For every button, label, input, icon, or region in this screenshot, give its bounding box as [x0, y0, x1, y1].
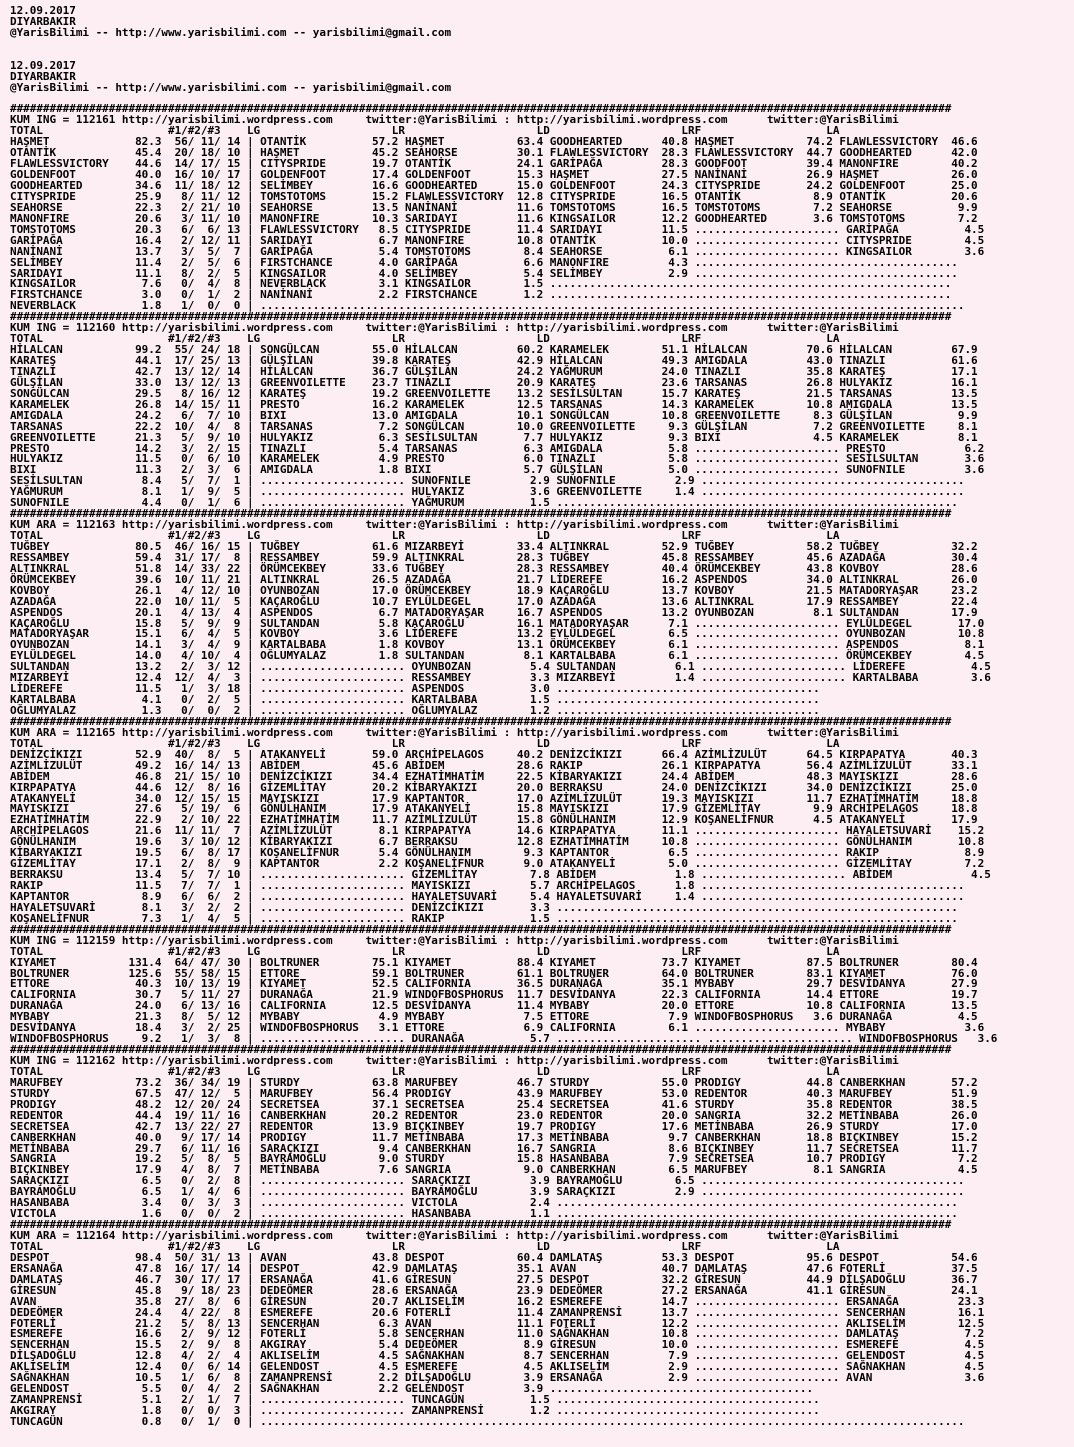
text-line: WINDOFBOSPHORUS 9.2 1/ 3/ 8 | ...................... DURANAĞA 5.7 ...................... ...................... WINDOFBOSPHORUS 3.6 [10, 1032, 998, 1046]
text-line: MARUFBEY 73.2 36/ 34/ 19 | STURDY 63.8 MARUFBEY 46.7 STURDY 55.0 PRODIGY 44.8 CANBERKHAN 57.2 [10, 1075, 978, 1089]
text-line: ERSANAĞA 47.8 16/ 17/ 14 | DESPOT 42.9 DAMLATAŞ 35.1 AVAN 40.7 DAMLATAŞ 47.6 FOTERLİ 37.5 [10, 1261, 978, 1275]
text-line: AMIGDALA 24.2 6/ 7/ 10 | BIXI 13.0 AMIGDALA 10.1 SONGÜLCAN 10.8 GREENVOILETTE 8.3 GÜLŞİLAN 9.9 [10, 408, 978, 422]
text-line: DIYARBAKIR [10, 14, 76, 28]
text-line [10, 50, 997, 61]
text-line: GÖNÜLHANIM 19.6 3/ 10/ 12 | KİBARYAKIZI 6.7 BERRAKSU 12.8 EZHATİMHATİM 10.8 ...................... GÖNÜLHANIM 10.8 [10, 835, 985, 849]
text-line: GİZEMLİTAY 17.1 2/ 8/ 9 | KAPTANTOR 2.2 KOŞANELİFNUR 9.0 ATAKANYELİ 5.0 ...................... GİZEMLİTAY 7.2 [10, 857, 985, 871]
text-line: ABİDEM 46.8 21/ 15/ 10 | DENİZCİKIZI 34.4 EZHATİMHATİM 22.5 KİBARYAKIZI 24.4 ABİDEM 48.3 MAYISKIZI 28.6 [10, 769, 978, 783]
text-line: KINGSAILOR 7.6 0/ 4/ 8 | NEVERBLACK 3.1 KINGSAILOR 1.5 ............................................................. [10, 277, 952, 291]
text-line: TARSANAS 22.2 10/ 4/ 8 | TARSANAS 7.2 SONGÜLCAN 10.0 GREENVOILETTE 9.3 GÜLŞİLAN 7.2 GREENVOILETTE 8.1 [10, 419, 978, 433]
text-line: KUM ING = 112162 http://yarisbilimi.wordpress.com twitter:@YarisBilimi : http://yarisbilimi.wordpress.com twitter:@YarisBilimi [10, 1054, 899, 1067]
text-line: ############################################################################################################################################### [10, 310, 952, 324]
text-line: EYLÜLDEGEL 14.0 4/ 10/ 4 | OĞLUMYALAZ 1.8 SULTANDAN 8.1 KARTALBABA 6.1 ...................... ÖRÜMCEKBEY 4.5 [10, 649, 985, 663]
text-line: SAĞNAKHAN 10.5 1/ 6/ 8 | ZAMANPRENSİ 2.2 DİLŞADOĞLU 3.9 ERSANAĞA 2.9 ...................... AVAN 3.6 [10, 1371, 985, 1385]
text-line: GİRESUN 45.8 9/ 18/ 23 | DEDEÖMER 28.6 ERSANAĞA 23.9 DEDEÖMER 27.2 ERSANAĞA 41.1 GİRESUN 24.1 [10, 1283, 978, 1297]
text-line: HAYALETSUVARİ 8.1 3/ 2/ 2 | ...................... DENİZCİKIZI 3.3 ............................................................. [10, 900, 958, 914]
text-line: KUM ARA = 112165 http://yarisbilimi.wordpress.com twitter:@YarisBilimi : http://yarisbilimi.wordpress.com twitter:@YarisBilimi [10, 725, 899, 739]
text-line: DENİZCİKIZI 52.9 40/ 8/ 5 | ATAKANYELİ 59.0 ARCHİPELAGOS 40.2 DENİZCİKIZI 66.4 AZİMLİZULÜT 64.5 KIRPAPATYA 40.3 [10, 747, 978, 761]
text-line: AVAN 35.8 27/ 8/ 6 | GİRESUN 20.7 AKLISELİM 16.2 ESMEREFE 14.7 ...................... ERSANAĞA 23.3 [10, 1294, 985, 1308]
text-line: KAPTANTOR 8.9 6/ 6/ 2 | ...................... HAYALETSUVARİ 5.4 HAYALETSUVARİ 1.4 ........................................ [10, 889, 965, 903]
text-line: ALTINKRAL 51.8 14/ 33/ 22 | ÖRÜMCEKBEY 33.6 TUĞBEY 28.3 RESSAMBEY 40.4 ÖRÜMCEKBEY 43.8 KOVBOY 28.6 [10, 561, 978, 575]
text-line: HAŞMET 82.3 56/ 11/ 14 | OTANTİK 57.2 HAŞMET 63.4 GOODHEARTED 40.8 HAŞMET 74.2 FLAWLESSVICTORY 46.6 [10, 135, 978, 149]
text-line: TOTAL #1/#2/#3 LG LR LD LRF LA [10, 529, 840, 542]
text-line: BIÇKINBEY 17.9 4/ 8/ 7 | METİNBABA 7.6 SANGRIA 9.0 CANBERKHAN 6.5 MARUFBEY 8.1 SANGRIA 4.5 [10, 1163, 978, 1177]
text-line: ARCHİPELAGOS 21.6 11/ 11/ 7 | AZİMLİZULÜT 8.1 KIRPAPATYA 14.6 KIRPAPATYA 11.1 ...................... HAYALETSUVARİ 15.2 [10, 824, 985, 838]
text-line: ÖRÜMCEKBEY 39.6 10/ 11/ 21 | ALTINKRAL 26.5 AZADAĞA 21.7 LİDEREFE 16.2 ASPENDOS 34.0 ALTINKRAL 26.0 [10, 572, 978, 586]
text-line: FIRSTCHANCE 3.0 0/ 1/ 2 | NANİNANİ 2.2 FIRSTCHANCE 1.2 ............................................................. [10, 288, 952, 302]
text-line: SULTANDAN 13.2 2/ 3/ 12 | ...................... OYUNBOZAN 5.4 SULTANDAN 6.1 ...................... LİDEREFE 4.5 [10, 660, 991, 674]
text-line: PRODIGY 48.2 12/ 20/ 24 | SECRETSEA 37.1 SECRETSEA 25.4 SECRETSEA 41.6 STURDY 35.8 REDENTOR 38.5 [10, 1097, 978, 1111]
text-line: 12.09.2017 [10, 58, 76, 72]
text-line: FOTERLİ 21.2 5/ 8/ 13 | SENCERHAN 6.3 AVAN 11.1 FOTERLİ 12.2 ...................... AKLISELİM 12.5 [10, 1316, 985, 1330]
text-line: VICTOLA 1.6 0/ 0/ 2 | ...................... HASANBABA 1.1 ............................................................. [10, 1207, 958, 1221]
text-line: MATADORYAŞAR 15.1 6/ 4/ 5 | KOVBOY 3.6 LİDEREFE 13.2 EYLÜLDEGEL 6.5 ...................... OYUNBOZAN 10.8 [10, 627, 985, 641]
text-line: ############################################################################################################################################### [10, 102, 952, 116]
text-line: SESİLSULTAN 8.4 5/ 7/ 1 | ...................... SUNOFNILE 2.9 SUNOFNILE 2.9 ........................................ [10, 474, 965, 488]
text-line: SEAHORSE 22.3 2/ 21/ 10 | SEAHORSE 13.5 NANİNANİ 11.6 TOMSTOTOMS 16.5 TOMSTOTOMS 7.2 SEAHORSE 9.9 [10, 200, 978, 214]
text-line: KİBARYAKIZI 19.5 6/ 8/ 17 | KOŞANELİFNUR 5.4 GÖNÜLHANIM 9.3 KAPTANTOR 6.5 ...................... RAKIP 8.9 [10, 846, 985, 860]
text-line: TOTAL #1/#2/#3 LG LR LD LRF LA [10, 1064, 840, 1078]
text-line: SUNOFNILE 4.4 0/ 1/ 6 | ...................... YAĞMURUM 1.5 ............................................................. [10, 496, 958, 510]
text-line: AZADAĞA 22.0 10/ 11/ 5 | KAÇAROĞLU 10.7 EYLÜLDEGEL 17.0 AZADAĞA 13.6 ALTINKRAL 17.9 RESSAMBEY 22.4 [10, 594, 978, 608]
text-line: CANBERKHAN 40.0 9/ 17/ 14 | PRODIGY 11.7 METİNBABA 17.3 METİNBABA 9.7 CANBERKHAN 18.8 BIÇKINBEY 15.2 [10, 1130, 978, 1144]
text-line: KARAMELEK 26.8 14/ 15/ 11 | PRESTO 16.2 KARAMELEK 12.5 TARSANAS 14.3 KARAMELEK 10.8 AMIGDALA 13.5 [10, 397, 978, 411]
text-line [10, 39, 997, 50]
text-line: AZİMLİZULÜT 49.2 16/ 14/ 13 | ABİDEM 45.6 ABİDEM 28.6 RAKIP 26.1 KIRPAPATYA 56.4 AZİMLİZULÜT 33.1 [10, 758, 978, 772]
text-line: FLAWLESSVICTORY 44.6 14/ 17/ 15 | CITYSPRIDE 19.7 OTANTİK 24.1 GARİPAĞA 28.3 GOODFOOT 39.4 MANONFIRE 40.2 [10, 157, 978, 171]
text-line: OYUNBOZAN 14.1 3/ 4/ 9 | KARTALBABA 1.8 KOVBOY 13.1 ÖRÜMCEKBEY 6.1 ...................... ASPENDOS 8.1 [10, 638, 985, 652]
text-line: KUM ARA = 112164 http://yarisbilimi.wordpress.com twitter:@YarisBilimi : http://yarisbilimi.wordpress.com twitter:@YarisBilimi [10, 1229, 899, 1242]
text-line: ############################################################################################################################################### [10, 714, 952, 728]
text-line: KARTALBABA 4.1 0/ 2/ 5 | ...................... KARTALBABA 1.5 ........................................ [10, 693, 820, 707]
text-line: BERRAKSU 13.4 5/ 7/ 10 | ...................... GİZEMLİTAY 7.8 ABİDEM 1.8 ...................... ABİDEM 4.5 [10, 868, 991, 882]
text-line: AKGIRAY 1.8 0/ 0/ 3 | ...................... ZAMANPRENSİ 1.2 ........................................ [10, 1404, 820, 1417]
text-line: GOLDENFOOT 40.0 16/ 10/ 17 | GOLDENFOOT 17.4 GOLDENFOOT 15.3 HAŞMET 27.5 NANİNANİ 26.9 HAŞMET 26.0 [10, 168, 978, 182]
text-line: SONGÜLCAN 29.5 8/ 16/ 12 | KARATEŞ 19.2 GREENVOILETTE 13.2 SESİLSULTAN 15.7 KARATEŞ 21.5 TARSANAS 13.5 [10, 386, 978, 400]
text-line: SARIDAYI 11.1 8/ 2/ 5 | KINGSAILOR 4.0 SELİMBEY 5.4 SELİMBEY 2.9 ........................................ [10, 266, 958, 280]
text-line: RESSAMBEY 59.4 31/ 17/ 8 | RESSAMBEY 59.9 ALTINKRAL 28.3 TUĞBEY 45.8 RESSAMBEY 45.6 AZADAĞA 30.4 [10, 550, 978, 564]
text-line: KUM ING = 112160 http://yarisbilimi.wordpress.com twitter:@YarisBilimi : http://yarisbilimi.wordpress.com twitter:@YarisBilimi [10, 321, 899, 335]
text-line: NEVERBLACK 1.8 1/ 0/ 0 | ........................................................................................................... [10, 299, 965, 313]
text-line: SELİMBEY 11.4 2/ 5/ 6 | FIRSTCHANCE 4.0 GARİPAĞA 6.6 MANONFIRE 4.3 ........................................ [10, 255, 958, 269]
text-line: ############################################################################################################################################### [10, 507, 952, 521]
text-line: KAÇAROĞLU 15.8 5/ 9/ 9 | SULTANDAN 5.8 KAÇAROĞLU 16.1 MATADORYAŞAR 7.1 ...................... EYLÜLDEGEL 17.0 [10, 616, 985, 630]
text-line: TUĞBEY 80.5 46/ 16/ 15 | TUĞBEY 61.6 MIZARBEYİ 33.4 ALTINKRAL 52.9 TUĞBEY 58.2 TUĞBEY 32.2 [10, 539, 978, 553]
text-line: ZAMANPRENSİ 5.1 2/ 1/ 7 | ...................... TUNCAGÜN 1.5 ........................................ [10, 1393, 820, 1407]
text-line: TINAZLI 42.7 13/ 12/ 14 | HİLALCAN 36.7 GÜLŞİLAN 24.2 YAĞMURUM 24.0 TINAZLI 35.8 KARATEŞ 17.1 [10, 364, 978, 378]
text-line: KARATEŞ 44.1 17/ 25/ 13 | GÜLŞİLAN 39.8 KARATEŞ 42.9 HİLALCAN 49.3 AMIGDALA 43.0 TINAZLI 61.6 [10, 354, 978, 367]
text-line: KOŞANELİFNUR 7.3 1/ 4/ 5 | ...................... RAKIP 1.5 ............................................................. [10, 911, 958, 925]
text-line: BIXI 11.3 2/ 3/ 6 | AMIGDALA 1.8 BIXI 5.7 GÜLŞİLAN 5.0 ...................... SUNOFNILE 3.6 [10, 463, 985, 477]
text-line: NANİNANİ 13.7 3/ 5/ 7 | GARİPAĞA 5.4 TOMSTOTOMS 8.4 SEAHORSE 6.1 ...................... KINGSAILOR 3.6 [10, 244, 985, 258]
text-line: CALIFORNIA 30.7 5/ 11/ 27 | DURANAĞA 21.9 WINDOFBOSPHORUS 11.7 DESVİDANYA 22.3 CALIFORNIA 14.4 ETTORE 19.7 [10, 988, 978, 1002]
text-line: GARİPAĞA 16.4 2/ 12/ 11 | SARIDAYI 6.7 MANONFIRE 10.8 OTANTİK 10.0 ...................... CITYSPRIDE 4.5 [10, 233, 985, 247]
text-line: KUM ING = 112159 http://yarisbilimi.wordpress.com twitter:@YarisBilimi : http://yarisbilimi.wordpress.com twitter:@YarisBilimi [10, 933, 899, 947]
text-line: TUNCAGÜN 0.8 0/ 1/ 0 | ........................................................................................................... [10, 1414, 965, 1428]
text-line: ATAKANYELİ 34.0 12/ 15/ 15 | MAYISKIZI 17.9 KAPTANTOR 17.0 AZİMLİZULÜT 19.3 MAYISKIZI 11.7 EZHATİMHATİM 18.8 [10, 791, 978, 805]
race-statistics-document [10, 6, 997, 1428]
text-line: HULYAKIZ 11.5 0/ 6/ 10 | KARAMELEK 4.9 PRESTO 6.0 TINAZLI 5.8 ...................... SESİLSULTAN 3.6 [10, 452, 985, 466]
text-line: MIZARBEYİ 12.4 12/ 4/ 3 | ...................... RESSAMBEY 3.3 MIZARBEYİ 1.4 ...................... KARTALBABA 3.6 [10, 671, 991, 685]
text-line: TOTAL #1/#2/#3 LG LR LD LRF LA [10, 736, 840, 750]
text-line: GREENVOILETTE 21.3 5/ 9/ 10 | HULYAKIZ 6.3 SESİLSULTAN 7.7 HULYAKIZ 9.3 BIXI 4.5 KARAMELEK 8.1 [10, 430, 978, 444]
text-line: REDENTOR 44.4 19/ 11/ 16 | CANBERKHAN 20.2 REDENTOR 23.0 REDENTOR 20.0 SANGRIA 32.2 METİNBABA 26.0 [10, 1108, 978, 1122]
text-line: GELENDOST 5.5 0/ 4/ 2 | SAĞNAKHAN 2.2 GELENDOST 3.9 ........................................ [10, 1382, 814, 1396]
text-line: DEDEÖMER 24.4 4/ 22/ 8 | ESMEREFE 20.6 FOTERLİ 11.4 ZAMANPRENSİ 13.7 ...................... SENCERHAN 16.1 [10, 1305, 985, 1319]
text-line: SECRETSEA 42.7 13/ 22/ 27 | REDENTOR 13.9 BIÇKINBEY 19.7 PRODIGY 17.6 METİNBABA 26.9 STURDY 17.0 [10, 1119, 978, 1133]
text-line: GOODHEARTED 34.6 11/ 18/ 12 | SELİMBEY 16.6 GOODHEARTED 15.0 GOLDENFOOT 24.3 CITYSPRIDE 24.2 GOLDENFOOT 25.0 [10, 179, 978, 192]
text-line: DIYARBAKIR [10, 69, 76, 83]
text-line: ASPENDOS 20.1 4/ 13/ 4 | ASPENDOS 6.7 MATADORYAŞAR 16.7 ASPENDOS 13.2 OYUNBOZAN 8.1 SULTANDAN 17.9 [10, 605, 978, 619]
text-line: LİDEREFE 11.5 1/ 3/ 18 | ...................... ASPENDOS 3.0 ........................................ [10, 682, 820, 696]
text-line: PRESTO 14.2 3/ 2/ 15 | TINAZLI 5.4 TARSANAS 6.3 AMIGDALA 5.8 ...................... PRESTO 6.2 [10, 441, 985, 455]
text-line: HASANBABA 3.4 0/ 3/ 3 | ...................... VICTOLA 2.4 ............................................................. [10, 1196, 958, 1210]
text-line: OTANTİK 45.4 20/ 18/ 10 | HAŞMET 45.2 SEAHORSE 30.1 FLAWLESSVICTORY 28.3 FLAWLESSVICTORY 44.7 GOODHEARTED 42.0 [10, 146, 978, 160]
text-line: MANONFIRE 20.6 3/ 11/ 10 | MANONFIRE 10.3 SARIDAYI 11.6 KINGSAILOR 12.2 GOODHEARTED 3.6 TOMSTOTOMS 7.2 [10, 211, 978, 225]
text-line: AKLISELİM 12.4 0/ 6/ 14 | GELENDOST 4.5 ESMEREFE 4.5 AKLISELİM 2.9 ...................... SAĞNAKHAN 4.5 [10, 1360, 985, 1374]
text-line: @YarisBilimi -- http://www.yarisbilimi.com -- yarisbilimi@gmail.com [10, 80, 452, 94]
text-line: KIRPAPATYA 44.6 12/ 8/ 16 | GİZEMLİTAY 20.2 KİBARYAKIZI 20.0 BERRAKSU 24.0 DENİZCİKIZI 34.0 DENİZCİKIZI 25.0 [10, 780, 978, 794]
text-line: ############################################################################################################################################### [10, 1218, 952, 1232]
text-line: TOTAL #1/#2/#3 LG LR LD LRF LA [10, 1239, 840, 1253]
text-line: RAKIP 11.5 7/ 7/ 1 | ...................... MAYISKIZI 5.7 ARCHİPELAGOS 1.8 ........................................ [10, 879, 965, 892]
text-line: 12.09.2017 [10, 4, 76, 17]
text-line: ############################################################################################################################################### [10, 922, 952, 936]
text-line: ETTORE 40.3 10/ 13/ 19 | KIYAMET 52.5 CALIFORNIA 36.5 DURANAĞA 35.1 MYBABY 29.7 DESVİDANYA 27.9 [10, 977, 978, 991]
text-line: METİNBABA 29.7 6/ 11/ 16 | SARAÇKIZI 9.4 CANBERKHAN 16.7 SANGRIA 8.6 BIÇKINBEY 11.7 SECRETSEA 11.7 [10, 1141, 978, 1155]
text-line: TOMSTOTOMS 20.3 6/ 6/ 13 | FLAWLESSVICTORY 8.5 CITYSPRIDE 11.4 SARIDAYI 11.5 ...................... GARİPAĞA 4.5 [10, 222, 985, 236]
text-line: YAĞMURUM 8.1 1/ 9/ 5 | ...................... HULYAKIZ 3.6 GREENVOILETTE 1.4 ........................................ [10, 485, 965, 499]
text-line: @YarisBilimi -- http://www.yarisbilimi.com -- yarisbilimi@gmail.com [10, 25, 452, 39]
text-line: MAYISKIZI 27.6 5/ 19/ 6 | GÖNÜLHANIM 17.9 ATAKANYELİ 15.8 MAYISKIZI 17.9 GİZEMLİTAY 9.9 ARCHİPELAGOS 18.8 [10, 802, 978, 816]
text-line: MYBABY 21.3 8/ 5/ 12 | MYBABY 4.9 MYBABY 7.5 ETTORE 7.9 WINDOFBOSPHORUS 3.6 DURANAĞA 4.5 [10, 1010, 978, 1024]
text-line: TOTAL #1/#2/#3 LG LR LD LRF LA [10, 332, 840, 346]
text-line: ESMEREFE 16.6 2/ 9/ 12 | FOTERLİ 5.8 SENCERHAN 11.0 SAĞNAKHAN 10.8 ...................... DAMLATAŞ 7.2 [10, 1327, 985, 1341]
text-line: EZHATİMHATİM 22.9 2/ 10/ 22 | EZHATİMHATİM 11.7 AZİMLİZULÜT 15.8 GÖNÜLHANIM 12.9 KOŞANELİFNUR 4.5 ATAKANYELİ 17.9 [10, 813, 978, 827]
text-line: DESPOT 98.4 50/ 31/ 13 | AVAN 43.8 DESPOT 60.4 DAMLATAŞ 53.3 DESPOT 95.6 DESPOT 54.6 [10, 1250, 978, 1264]
text-line: TOTAL #1/#2/#3 LG LR LD LRF LA [10, 124, 840, 138]
text-line: BOLTRUNER 125.6 55/ 58/ 15 | ETTORE 59.1 BOLTRUNER 61.1 BOLTRUNER 64.0 BOLTRUNER 83.1 KIYAMET 76.0 [10, 966, 978, 980]
text-line: CITYSPRIDE 25.9 8/ 11/ 12 | TOMSTOTOMS 15.2 FLAWLESSVICTORY 12.8 CITYSPRIDE 16.5 OTANTİK 8.9 OTANTİK 20.6 [10, 189, 978, 203]
text-line: DAMLATAŞ 46.7 30/ 17/ 17 | ERSANAĞA 41.6 GİRESUN 27.5 DESPOT 32.2 GİRESUN 44.9 DİLŞADOĞLU 36.7 [10, 1272, 978, 1286]
text-line: STURDY 67.5 47/ 12/ 5 | MARUFBEY 56.4 PRODIGY 43.9 MARUFBEY 53.0 REDENTOR 40.3 MARUFBEY 51.9 [10, 1086, 978, 1100]
text-line: BAYRAMOĞLU 6.5 1/ 4/ 6 | ...................... BAYRAMOĞLU 3.9 SARAÇKIZI 2.9 ........................................ [10, 1185, 965, 1199]
text-line: HİLALCAN 99.2 55/ 24/ 18 | SONGÜLCAN 55.0 HİLALCAN 60.2 KARAMELEK 51.1 HİLALCAN 70.6 HİLALCAN 67.9 [10, 343, 978, 357]
text-line: DURANAĞA 24.0 6/ 13/ 16 | CALIFORNIA 12.5 DESVİDANYA 11.4 MYBABY 20.0 ETTORE 10.8 CALIFORNIA 13.5 [10, 999, 978, 1013]
text-line: OĞLUMYALAZ 1.3 0/ 0/ 2 | ...................... OĞLUMYALAZ 1.2 ........................................ [10, 704, 820, 717]
text-line: GÜLŞİLAN 33.0 13/ 12/ 13 | GREENVOILETTE 23.7 TINAZLI 20.9 KARATEŞ 23.6 TARSANAS 26.8 HULYAKIZ 16.1 [10, 375, 978, 389]
text-line: KOVBOY 26.1 4/ 12/ 10 | OYUNBOZAN 17.0 ÖRÜMCEKBEY 18.9 KAÇAROĞLU 13.7 KOVBOY 21.5 MATADORYAŞAR 23.2 [10, 583, 978, 597]
text-line: KIYAMET 131.4 64/ 47/ 30 | BOLTRUNER 75.1 KIYAMET 88.4 KIYAMET 73.7 KIYAMET 87.5 BOLTRUNER 80.4 [10, 955, 978, 969]
text-line: KUM ARA = 112163 http://yarisbilimi.wordpress.com twitter:@YarisBilimi : http://yarisbilimi.wordpress.com twitter:@YarisBilimi [10, 518, 899, 532]
text-line: SENCERHAN 15.5 2/ 9/ 8 | AKGIRAY 5.4 DEDEÖMER 8.9 GİRESUN 10.0 ...................... ESMEREFE 4.5 [10, 1338, 985, 1352]
text-line: ############################################################################################################################################### [10, 1043, 952, 1057]
text-line: DİLŞADOĞLU 12.8 4/ 2/ 4 | AKLISELİM 4.5 SAĞNAKHAN 8.7 SENCERHAN 7.9 ...................... GELENDOST 4.5 [10, 1349, 985, 1363]
text-line: SARAÇKIZI 6.5 0/ 2/ 8 | ...................... SARAÇKIZI 3.9 BAYRAMOĞLU 6.5 ........................................ [10, 1174, 965, 1188]
text-line: KUM ING = 112161 http://yarisbilimi.wordpress.com twitter:@YarisBilimi : http://yarisbilimi.wordpress.com twitter:@YarisBilimi [10, 113, 899, 127]
text-line: DESVİDANYA 18.4 3/ 2/ 25 | WINDOFBOSPHORUS 3.1 ETTORE 6.9 CALIFORNIA 6.1 ...................... MYBABY 3.6 [10, 1021, 985, 1035]
text-line: SANGRIA 19.2 5/ 8/ 5 | BAYRAMOĞLU 9.0 STURDY 15.8 HASANBABA 7.9 SECRETSEA 10.7 PRODIGY 7.2 [10, 1152, 978, 1166]
text-line: TOTAL #1/#2/#3 LG LR LD LRF LA [10, 944, 840, 958]
